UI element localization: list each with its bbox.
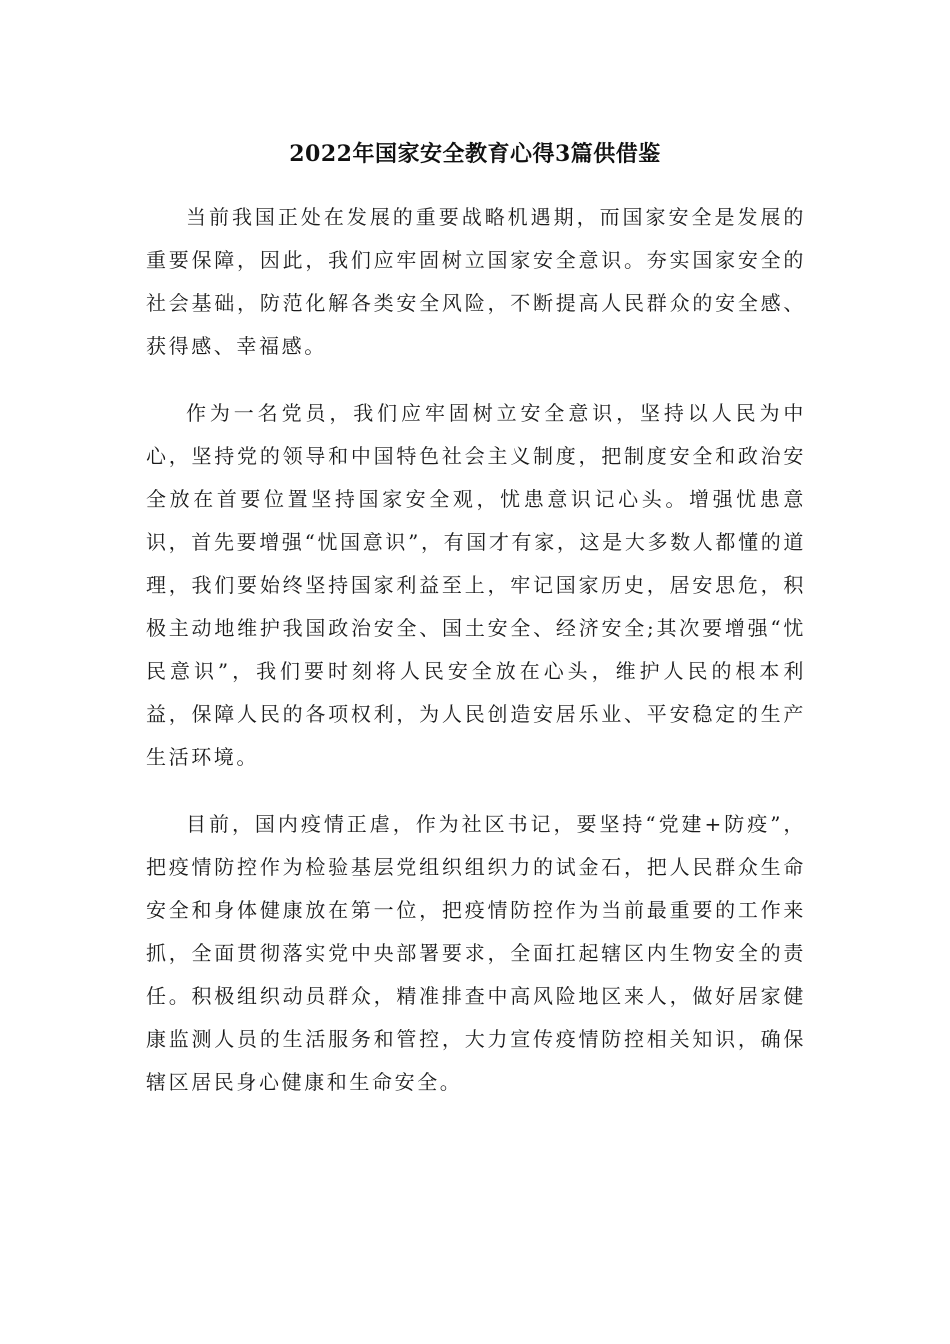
document-body xyxy=(146,196,806,1128)
document-title: 2022年国家安全教育心得3篇供借鉴 xyxy=(289,141,661,167)
paragraph-1: 当前我国正处在发展的重要战略机遇期，而国家安全是发展的重要保障，因此，我们应牢固树立国家安全意识。夯实国家安全的社会基础，防范化解各类安全风险，不断提高人民群众的安全感、获得感、幸福感。 xyxy=(146,205,806,358)
paragraph-3: 目前，国内疫情正虐，作为社区书记，要坚持“党建+防疫”，把疫情防控作为检验基层党组织组织力的试金石，把人民群众生命安全和身体健康放在第一位，把疫情防控作为当前最重要的工作来抓，全面贯彻落实党中央部署要求，全面扛起辖区内生物安全的责任。积极组织动员群众，精准排查中高风险地区来人，做好居家健康监测人员的生活服务和管控，大力宣传疫情防控相关知识，确保辖区居民身心健康和生命安全。 xyxy=(146,812,806,1094)
paragraph-2: 作为一名党员，我们应牢固树立安全意识，坚持以人民为中心，坚持党的领导和中国特色社会主义制度，把制度安全和政治安全放在首要位置坚持国家安全观，忧患意识记心头。增强忧患意识，首先要增强“忧国意识”，有国才有家，这是大多数人都懂的道理，我们要始终坚持国家利益至上，牢记国家历史，居安思危，积极主动地维护我国政治安全、国土安全、经济安全;其次要增强“忧民意识”，我们要时刻将人民安全放在心头，维护人民的根本利益，保障人民的各项权利，为人民创造安居乐业、平安稳定的生产生活环境。 xyxy=(146,401,806,769)
